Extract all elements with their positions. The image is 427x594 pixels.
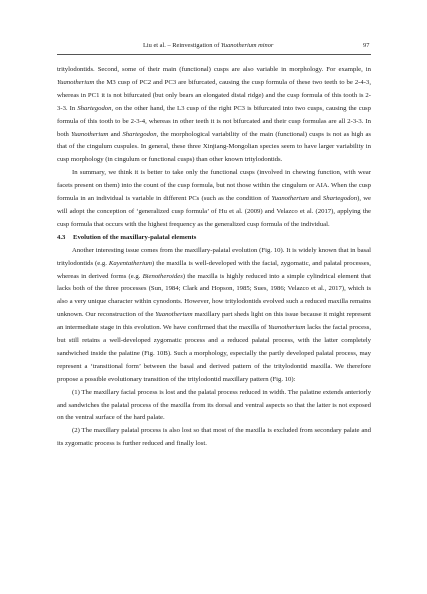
paragraph-step-1: (1) The maxillary facial process is lost and the palatal process reduced in width. The palatine extends anteriorly and sandwiches the palatal process of the maxilla from its dorsal and ventral aspects so that the latter is not exposed on the ventral surface of the hard palate. [57,388,371,422]
section-title: Evolution of the maxillary-palatal elements [73,233,197,241]
taxon-name: Shartegodon [322,195,358,203]
taxon-name: Yuanotherium [155,311,193,319]
taxon-name: Kayentatherium [108,259,153,267]
running-header-title [143,42,273,50]
header-rule [57,54,371,55]
taxon-name: Shartegodon [77,104,112,112]
page-number: 97 [363,42,370,49]
section-heading [57,232,371,245]
header-title-text: Liu et al. – Reinvestigation of [143,42,221,49]
taxon-name: Yuanotherium [268,324,306,332]
taxon-name: Shartegodon [122,130,157,138]
taxon-name: Yuanotherium [71,130,109,138]
taxon-name: Bienotheroides [142,272,183,280]
paragraph-summary: In summary, we think it is better to take only the functional cusps (involved in chewing function, with wear facets present on them) into the count of the cusp formula, but not those within the cingulum or AIA. When the cusp formula in an individual is variable in different PCs (such as the condition of Yuanotherium and Shartegodon), we will adopt the conception of ‘generalized cusp formula’ of Hu et al. (2009) and Velazco et al. (2017), applying the cusp formula that occurs with the highest frequency as the generalized cusp formula of the individual. [57,169,371,228]
section-number: 4.3 [57,233,66,241]
paragraph-step-2: (2) The maxillary palatal process is also lost so that most of the maxilla is excluded from secondary palate and its zygomatic process is further reduced and finally lost. [57,427,371,448]
body-text [57,64,371,451]
paragraph-cusp-variability: tritylodontids. Second, some of their main (functional) cusps are also variable in morphology. For example, in Yuanotherium the M3 cusp of PC2 and PC3 are bifurcated, causing the cusp formula of these two teeth to be 2-4-3, whereas in PC1 it is not bifurcated (but only bears an elongated distal ridge) and the cusp formula of this tooth is 2-3-3. In Shartegodon, on the other hand, the L3 cusp of the right PC3 is bifurcated into two cusps, causing the cusp formula of this tooth to be 2-3-4, whereas in other teeth it is not bifurcated and their cusp formulas are all 2-3-3. In both Yuanotherium and Shartegodon, the morphological variability of the main (functional) cusps is not as high as that of the cingulum cuspules. In general, these three Xinjiang-Mongolian species seem to have larger variability in cusp morphology (in cingulum or functional cusps) than other known tritylodontids. [57,66,372,164]
taxon-name: Yuanotherium [271,195,309,203]
taxon-name: Yuanotherium [57,78,95,86]
header-taxon-name: Yuanotherium minor [220,42,274,49]
paragraph-maxillary-evolution: Another interesting issue comes from the maxillary-palatal evolution (Fig. 10). It is widely known that in basal tritylodontids (e.g. Kayentatherium) the maxilla is well-developed with the facial, zygomatic, and palatal processes, whereas in derived forms (e.g. Bienotheroides) the maxilla is highly reduced into a simple cylindrical element that lacks both of the three processes (Sun, 1984; Clark and Hopson, 1985; Sues, 1986; Velazco et al., 2017), which is also a very unique character within cynodonts. However, how tritylodontids evolved such a reduced maxilla remains unknown. Our reconstruction of the Yuanotherium maxillary part sheds light on this issue because it might represent an intermediate stage in this evolution. We have confirmed that the maxilla of Yuanotherium lacks the facial process, but still retains a well-developed zygomatic process and a reduced palatal process, with the latter completely sandwiched inside the palatine (Fig. 10B). Such a morphology, especially the partly developed palatal process, may represent a ‘transitional form’ between the basal and derived pattern of the tritylodontid maxilla. We therefore propose a possible evolutionary transition of the tritylodontid maxillary pattern (Fig. 10): [57,246,371,383]
